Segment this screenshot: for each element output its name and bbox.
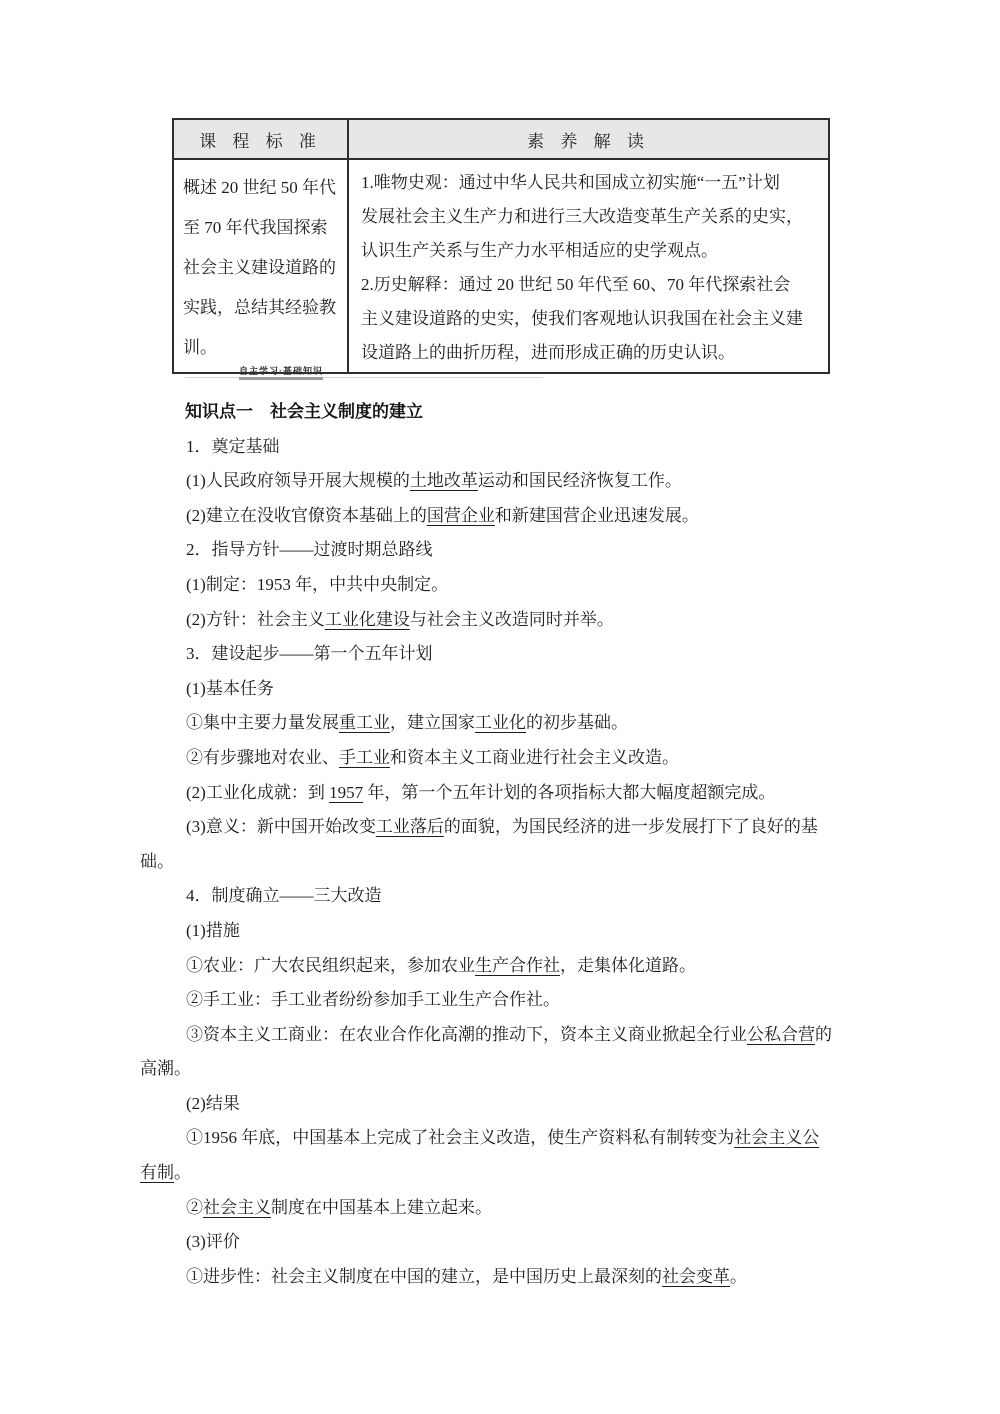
table-header-literacy-interpretation: 素 养 解 读	[348, 119, 829, 159]
text-run: 的面貌，为国民经济的进一步发展打下了良好的基	[443, 817, 818, 837]
course-standard-line: 社会主义建设道路的	[183, 258, 336, 277]
content-line	[140, 1018, 930, 1053]
table-header-course-standard: 课 程 标 准	[173, 119, 348, 159]
content-line	[140, 1260, 930, 1295]
text-run: 。	[174, 1163, 191, 1183]
literacy-interpretation-line: 发展社会主义生产力和进行三大改造变革生产关系的史实，	[361, 207, 803, 226]
text-run: 3．建设起步——第一个五年计划	[186, 644, 433, 664]
text-run: ③资本主义工商业：在农业合作化高潮的推动下，资本主义商业掀起全行业	[186, 1024, 747, 1044]
text-run: (1)措施	[186, 920, 240, 940]
underlined-key-term: 社会变革	[662, 1266, 730, 1286]
text-run: 的初步基础。	[526, 713, 628, 733]
text-run: ，建立国家	[390, 713, 475, 733]
standards-table	[172, 118, 830, 374]
underlined-key-term: 1957	[329, 782, 364, 802]
text-run: (2)方针：社会主义	[186, 609, 325, 629]
text-run: 高潮。	[140, 1059, 191, 1079]
course-standard-line: 至 70 年代我国探索	[183, 218, 328, 237]
text-run: (2)结果	[186, 1093, 240, 1113]
knowledge-point-title: 知识点一 社会主义制度的建立	[185, 402, 423, 421]
text-run: 1．奠定基础	[186, 436, 280, 456]
content-line	[140, 499, 930, 534]
course-standard-line: 概述 20 世纪 50 年代	[183, 178, 336, 197]
content-line	[140, 914, 930, 949]
text-run: (2)建立在没收官僚资本基础上的	[186, 505, 427, 525]
content-line	[140, 464, 930, 499]
content-line	[140, 776, 930, 811]
content-line	[140, 983, 930, 1018]
text-run: 的	[815, 1024, 832, 1044]
underlined-key-term: 有制	[140, 1163, 174, 1183]
content-line	[140, 845, 930, 880]
content-line	[140, 533, 930, 568]
underlined-key-term: 国营企业	[426, 505, 495, 525]
content-lines	[140, 430, 930, 1295]
text-run: 和新建国营企业迅速发展。	[494, 505, 699, 525]
content-line	[140, 1225, 930, 1260]
content-line	[140, 568, 930, 603]
underlined-key-term: 工业落后	[375, 817, 444, 837]
course-standard-line: 实践，总结其经验教	[183, 298, 336, 317]
text-run: ①集中主要力量发展	[186, 713, 339, 733]
content-line	[140, 949, 930, 984]
underlined-key-term: 生产合作社	[475, 955, 560, 975]
text-run: ②	[186, 1197, 203, 1217]
content-line	[140, 1052, 930, 1087]
content-line	[140, 672, 930, 707]
content-line	[140, 603, 930, 638]
text-run: ②手工业：手工业者纷纷参加手工业生产合作社。	[186, 990, 560, 1010]
text-run: ①农业：广大农民组织起来，参加农业	[186, 955, 475, 975]
literacy-interpretation-line: 1.唯物史观：通过中华人民共和国成立初实施“一五”计划	[361, 173, 780, 192]
text-run: ，走集体化道路。	[560, 955, 696, 975]
content-line	[140, 1156, 930, 1191]
content-line	[140, 741, 930, 776]
text-run: 和资本主义工商业进行社会主义改造。	[390, 747, 679, 767]
knowledge-point-content	[140, 395, 930, 1294]
text-run: (3)评价	[186, 1232, 240, 1252]
text-run: 4．制度确立——三大改造	[186, 886, 382, 906]
content-line	[140, 706, 930, 741]
table-body-row	[173, 159, 829, 373]
section-banner	[183, 366, 543, 382]
course-standard-cell	[173, 159, 348, 373]
text-run: (1)基本任务	[186, 678, 274, 698]
table-header-row	[173, 119, 829, 159]
text-run: ①1956 年底，中国基本上完成了社会主义改造，使生产资料私有制转变为	[186, 1128, 735, 1148]
underlined-key-term: 工业化	[475, 713, 526, 733]
text-run: 年，第一个五年计划的各项指标大都大幅度超额完成。	[363, 782, 776, 802]
content-line	[140, 637, 930, 672]
text-run: (2)工业化成就：到	[186, 782, 330, 802]
literacy-interpretation-line: 设道路上的曲折历程，进而形成正确的历史认识。	[361, 343, 735, 362]
banner-logo: 自主学习·基础知识	[239, 367, 323, 380]
literacy-interpretation-line: 2.历史解释：通过 20 世纪 50 年代至 60、70 年代探索社会	[361, 275, 791, 294]
underlined-key-term: 手工业	[339, 747, 390, 767]
literacy-interpretation-line: 主义建设道路的史实，使我们客观地认识我国在社会主义建	[361, 309, 803, 328]
content-line	[140, 879, 930, 914]
text-run: ②有步骤地对农业、	[186, 747, 339, 767]
content-line	[140, 430, 930, 465]
underlined-key-term: 社会主义	[203, 1197, 271, 1217]
content-line	[140, 1191, 930, 1226]
text-run: (1)人民政府领导开展大规模的	[186, 471, 410, 491]
text-run: ①进步性：社会主义制度在中国的建立，是中国历史上最深刻的	[186, 1266, 662, 1286]
content-line	[140, 1087, 930, 1122]
text-run: 与社会主义改造同时并举。	[409, 609, 614, 629]
text-run: 础。	[140, 851, 174, 871]
text-run: 。	[730, 1266, 747, 1286]
course-standard-line: 训。	[183, 338, 217, 357]
content-line	[140, 1121, 930, 1156]
underlined-key-term: 社会主义公	[734, 1128, 820, 1148]
text-run: (3)意义：新中国开始改变	[186, 817, 376, 837]
text-run: 制度在中国基本上建立起来。	[271, 1197, 492, 1217]
literacy-interpretation-line: 认识生产关系与生产力水平相适应的史学观点。	[361, 241, 718, 260]
literacy-interpretation-cell	[348, 159, 829, 373]
underlined-key-term: 公私合营	[747, 1024, 815, 1044]
text-run: 运动和国民经济恢复工作。	[477, 471, 682, 491]
underlined-key-term: 工业化建设	[324, 609, 410, 629]
text-run: (1)制定：1953 年，中共中央制定。	[186, 574, 449, 594]
underlined-key-term: 土地改革	[409, 471, 478, 491]
underlined-key-term: 重工业	[339, 713, 390, 733]
content-line	[140, 810, 930, 845]
text-run: 2．指导方针——过渡时期总路线	[186, 540, 433, 560]
